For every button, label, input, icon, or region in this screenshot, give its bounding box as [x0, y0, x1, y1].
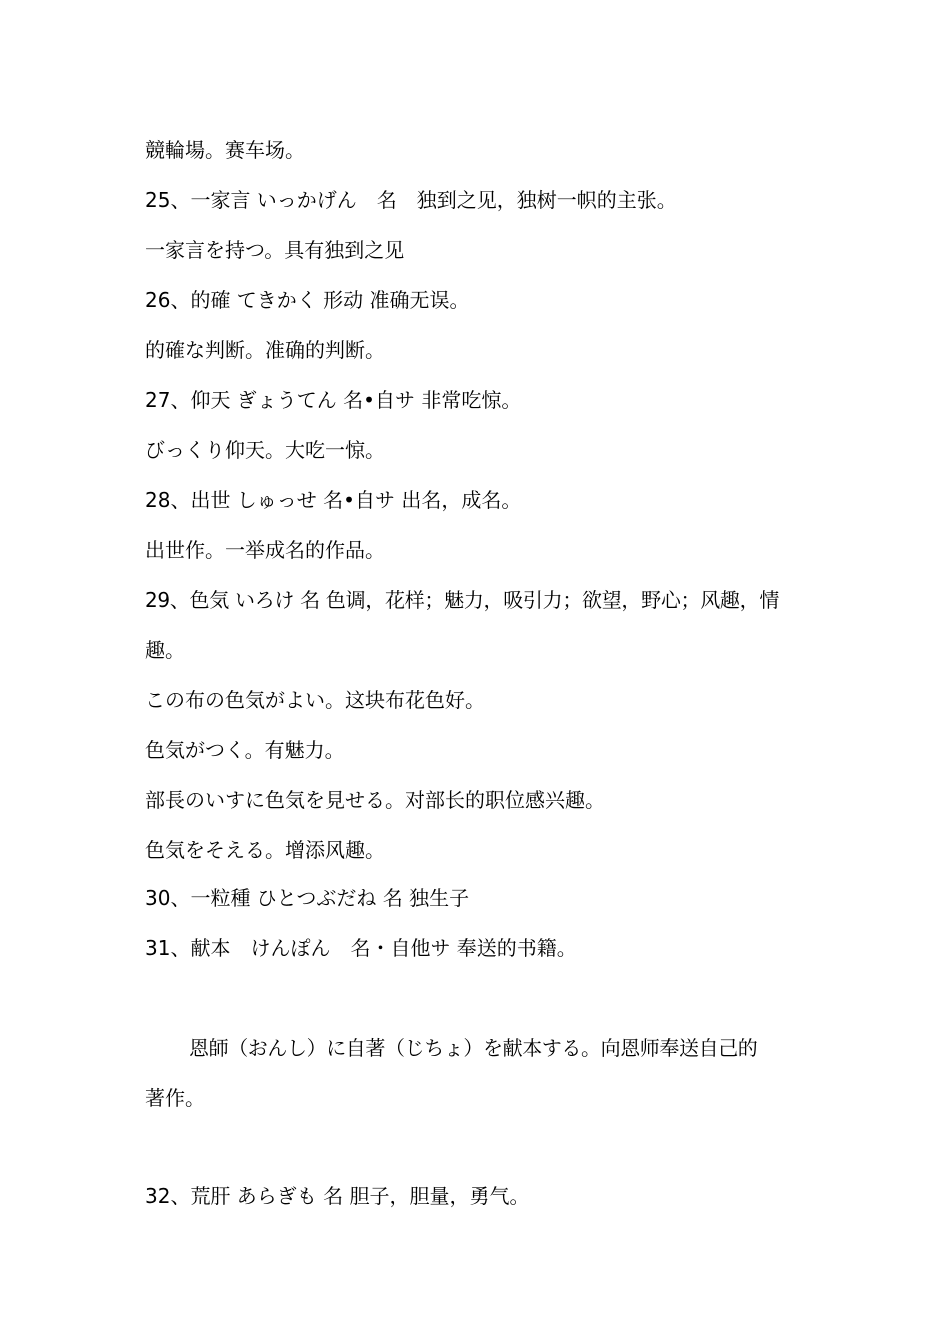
- entry-29-example: 色気をそえる。增添风趣。: [145, 838, 385, 862]
- entry-32-heading: 32、荒肝 あらぎも 名 胆子，胆量，勇气。: [145, 1184, 530, 1208]
- entry-27-heading: 27、仰天 ぎょうてん 名•自サ 非常吃惊。: [145, 388, 522, 412]
- entry-29-heading: 29、色気 いろけ 名 色调，花样；魅力，吸引力；欲望，野心；风趣，情: [145, 588, 780, 612]
- text-line: 競輪場。赛车场。: [145, 138, 305, 162]
- entry-29-heading-continued: 趣。: [145, 638, 185, 662]
- entry-26-example: 的確な判断。准确的判断。: [145, 338, 385, 362]
- entry-29-example: 色気がつく。有魅力。: [145, 738, 345, 762]
- entry-30-heading: 30、一粒種 ひとつぶだね 名 独生子: [145, 886, 470, 910]
- entry-31-example: 恩師（おんし）に自著（じちょ）を献本する。向恩师奉送自己的: [189, 1036, 758, 1060]
- entry-29-example: 部長のいすに色気を見せる。对部长的职位感兴趣。: [145, 788, 605, 812]
- entry-25-heading: 25、一家言 いっかげん 名 独到之见，独树一帜的主张。: [145, 188, 677, 212]
- entry-31-example-continued: 著作。: [145, 1086, 205, 1110]
- entry-31-heading: 31、献本 けんぽん 名・自他サ 奉送的书籍。: [145, 936, 577, 960]
- entry-28-example: 出世作。一举成名的作品。: [145, 538, 385, 562]
- entry-25-example: 一家言を持つ。具有独到之见: [145, 238, 405, 262]
- entry-27-example: びっくり仰天。大吃一惊。: [145, 438, 385, 462]
- entry-28-heading: 28、出世 しゅっせ 名•自サ 出名，成名。: [145, 488, 522, 512]
- entry-26-heading: 26、的確 てきかく 形动 准确无误。: [145, 288, 470, 312]
- entry-29-example: この布の色気がよい。这块布花色好。: [145, 688, 485, 712]
